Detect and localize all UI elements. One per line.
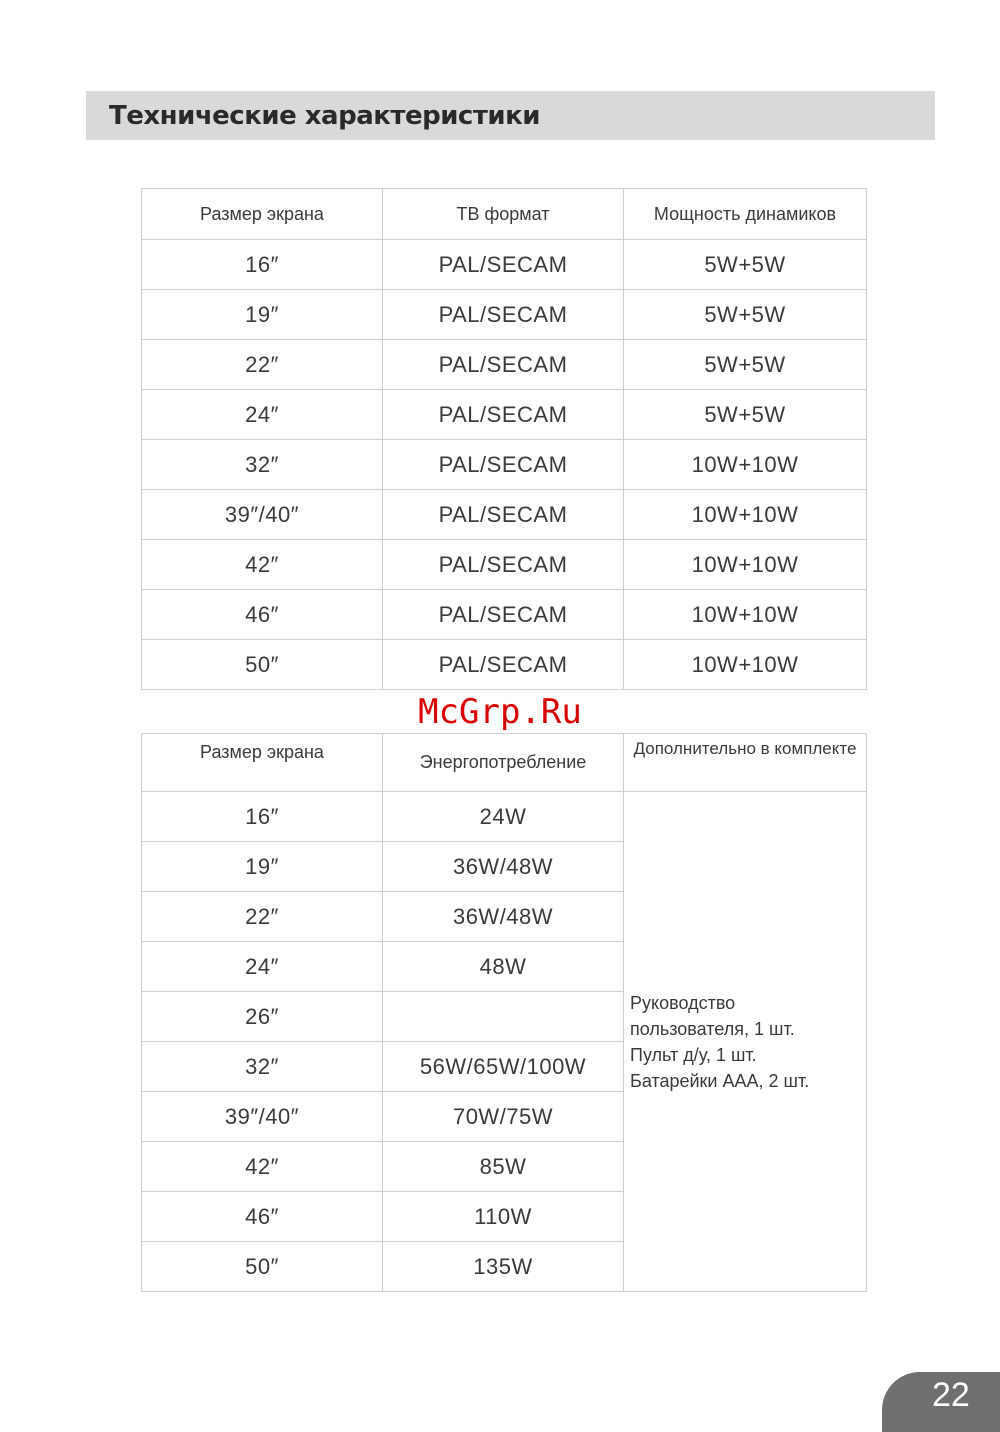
cell-screen-size: 22″ <box>142 340 383 390</box>
cell-screen-size: 22″ <box>142 892 383 942</box>
cell-screen-size: 46″ <box>142 1192 383 1242</box>
cell-tv-format: PAL/SECAM <box>383 390 624 440</box>
cell-speaker-power: 5W+5W <box>624 390 867 440</box>
cell-power-consumption: 24W <box>383 792 624 842</box>
cell-tv-format: PAL/SECAM <box>383 290 624 340</box>
table-row <box>142 792 867 842</box>
cell-screen-size: 16″ <box>142 792 383 842</box>
cell-screen-size: 19″ <box>142 290 383 340</box>
table-row <box>142 490 867 540</box>
table-header-row <box>142 734 867 792</box>
cell-tv-format: PAL/SECAM <box>383 340 624 390</box>
col-header-included-items: Дополнительно в комплекте <box>624 734 867 792</box>
cell-screen-size: 46″ <box>142 590 383 640</box>
col-header-tv-format: ТВ формат <box>383 189 624 240</box>
page-title: Технические характеристики <box>109 101 540 131</box>
cell-screen-size: 16″ <box>142 240 383 290</box>
col-header-screen-size: Размер экрана <box>142 189 383 240</box>
col-header-power-consumption: Энергопотребление <box>383 734 624 792</box>
cell-screen-size: 42″ <box>142 540 383 590</box>
cell-screen-size: 50″ <box>142 1242 383 1292</box>
cell-screen-size: 39″/40″ <box>142 490 383 540</box>
page-number: 22 <box>932 1376 970 1414</box>
cell-screen-size: 19″ <box>142 842 383 892</box>
cell-power-consumption: 85W <box>383 1142 624 1192</box>
cell-speaker-power: 10W+10W <box>624 640 867 690</box>
cell-tv-format: PAL/SECAM <box>383 590 624 640</box>
table-row <box>142 240 867 290</box>
cell-speaker-power: 10W+10W <box>624 590 867 640</box>
cell-screen-size: 26″ <box>142 992 383 1042</box>
page-number-tab <box>882 1372 1000 1432</box>
included-item-line: Пульт д/у, 1 шт. <box>630 1044 757 1065</box>
table-header-row <box>142 189 867 240</box>
cell-screen-size: 24″ <box>142 390 383 440</box>
col-header-speaker-power: Мощность динамиков <box>624 189 867 240</box>
included-item-line: Руководство <box>630 992 736 1013</box>
section-header <box>86 91 935 140</box>
spec-table-tv-format <box>141 188 867 690</box>
cell-power-consumption: 48W <box>383 942 624 992</box>
cell-power-consumption: 56W/65W/100W <box>383 1042 624 1092</box>
col-header-screen-size: Размер экрана <box>142 734 383 792</box>
cell-speaker-power: 5W+5W <box>624 340 867 390</box>
cell-tv-format: PAL/SECAM <box>383 440 624 490</box>
cell-tv-format: PAL/SECAM <box>383 490 624 540</box>
table-row <box>142 290 867 340</box>
cell-tv-format: PAL/SECAM <box>383 540 624 590</box>
cell-power-consumption: 36W/48W <box>383 892 624 942</box>
cell-screen-size: 39″/40″ <box>142 1092 383 1142</box>
table-row <box>142 440 867 490</box>
cell-power-consumption: 135W <box>383 1242 624 1292</box>
cell-speaker-power: 10W+10W <box>624 440 867 490</box>
cell-speaker-power: 10W+10W <box>624 540 867 590</box>
table-row <box>142 590 867 640</box>
table-row <box>142 540 867 590</box>
cell-speaker-power: 5W+5W <box>624 290 867 340</box>
cell-tv-format: PAL/SECAM <box>383 640 624 690</box>
cell-speaker-power: 5W+5W <box>624 240 867 290</box>
cell-screen-size: 50″ <box>142 640 383 690</box>
cell-power-consumption: 36W/48W <box>383 842 624 892</box>
included-item-line: Батарейки ААА, 2 шт. <box>630 1070 810 1091</box>
cell-screen-size: 42″ <box>142 1142 383 1192</box>
watermark: McGrp.Ru <box>418 692 582 732</box>
cell-power-consumption: 70W/75W <box>383 1092 624 1142</box>
included-item-line: пользователя, 1 шт. <box>630 1018 795 1039</box>
cell-included-items <box>624 792 867 1292</box>
table-row <box>142 640 867 690</box>
cell-power-consumption: 110W <box>383 1192 624 1242</box>
spec-table-power <box>141 733 867 1292</box>
cell-screen-size: 32″ <box>142 1042 383 1092</box>
cell-power-consumption <box>383 992 624 1042</box>
table-row <box>142 390 867 440</box>
cell-screen-size: 24″ <box>142 942 383 992</box>
cell-screen-size: 32″ <box>142 440 383 490</box>
cell-tv-format: PAL/SECAM <box>383 240 624 290</box>
table-row <box>142 340 867 390</box>
cell-speaker-power: 10W+10W <box>624 490 867 540</box>
